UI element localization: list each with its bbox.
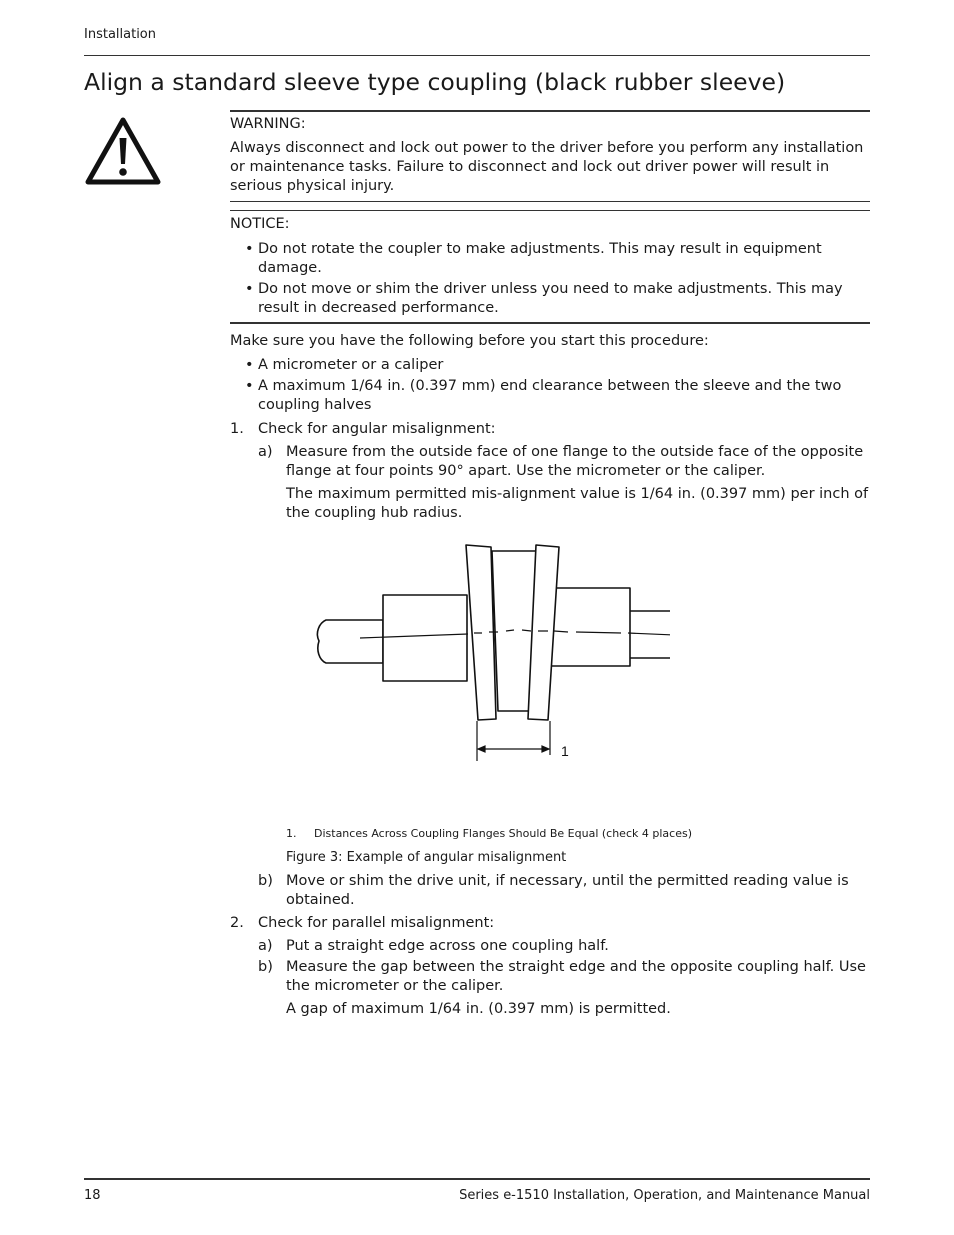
warning-top-rule (230, 110, 870, 112)
notice-bottom-rule (230, 322, 870, 324)
notice-top-rule (230, 210, 870, 211)
figure-callout: 1 (561, 743, 569, 759)
dimension-arrow-right (542, 746, 549, 752)
substep-text: Put a straight edge across one coupling half. (286, 938, 609, 954)
notice-item: • Do not move or shim the driver unless you need to make adjustments. This may result in decreased performance. (230, 280, 870, 318)
figure-caption: Figure 3: Example of angular misalignment (286, 850, 567, 865)
step-text: Check for parallel misalignment: (258, 915, 495, 931)
notice-label: NOTICE: (230, 216, 290, 232)
legend-number: 1. (286, 827, 297, 840)
footer-rule (84, 1178, 870, 1180)
substep-label: a) (258, 938, 273, 954)
left-hub (383, 595, 467, 681)
prereq-item: • A micrometer or a caliper (230, 356, 870, 375)
substep-text: Measure from the outside face of one flange to the outside face of the opposite flange at four points 90° apart. Use the micrometer or the caliper. (286, 444, 864, 479)
dimension-arrow-left (478, 746, 485, 752)
left-shaft (317, 620, 383, 663)
step-number: 1. (230, 421, 244, 437)
prereq-list (230, 356, 870, 417)
substep-text: Move or shim the drive unit, if necessary, until the permitted reading value is obtained. (286, 873, 849, 908)
prereq-intro: Make sure you have the following before you start this procedure: (230, 333, 709, 349)
figure-legend (286, 827, 692, 840)
step-number: 2. (230, 915, 244, 931)
page-title: Align a standard sleeve type coupling (black rubber sleeve) (84, 68, 786, 96)
page-number: 18 (84, 1188, 101, 1203)
warning-label: WARNING: (230, 116, 306, 132)
step-1a-note: The maximum permitted mis-alignment value is 1/64 in. (0.397 mm) per inch of the coupling hub radius. (286, 486, 869, 521)
warning-text: Always disconnect and lock out power to the driver before you perform any installation or maintenance tasks. Failure to disconnect and lock out driver power will result in serious physical injury. (230, 140, 864, 194)
warning-bottom-rule (230, 201, 870, 202)
warning-triangle-icon (84, 116, 162, 186)
angular-misalignment-figure (286, 533, 670, 818)
notice-list (230, 240, 870, 320)
header-rule (84, 55, 870, 56)
legend-text: Distances Across Coupling Flanges Should Be Equal (check 4 places) (314, 827, 692, 840)
notice-item: • Do not rotate the coupler to make adjustments. This may result in equipment damage. (230, 240, 870, 278)
substep-label: b) (258, 959, 273, 975)
manual-title: Series e-1510 Installation, Operation, and Maintenance Manual (459, 1188, 870, 1203)
running-header: Installation (84, 27, 157, 42)
substep-text: Measure the gap between the straight edge and the opposite coupling half. Use the micrometer or the caliper. (286, 959, 866, 994)
substep-label: a) (258, 444, 273, 460)
step-2b-note: A gap of maximum 1/64 in. (0.397 mm) is permitted. (286, 1001, 671, 1017)
prereq-item: • A maximum 1/64 in. (0.397 mm) end clearance between the sleeve and the two coupling halves (230, 377, 870, 415)
step-text: Check for angular misalignment: (258, 421, 496, 437)
substep-label: b) (258, 873, 273, 889)
